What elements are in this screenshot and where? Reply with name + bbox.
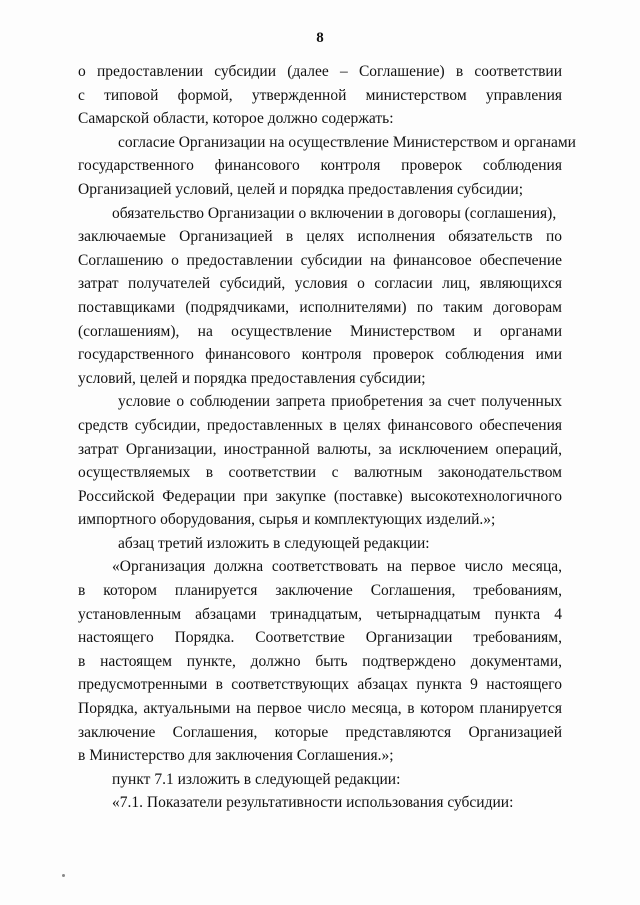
text-line: о предоставлении субсидии (далее – Соглашение) в соответствии [78, 63, 562, 80]
text-line: государственного финансового контроля проверок соблюдения [78, 157, 562, 175]
text-line: Организацией условий, целей и порядка предоставления субсидии; [78, 180, 524, 198]
text-line: «Организация должна соответствовать на первое число месяца, [112, 558, 562, 576]
text-line: абзац третий изложить в следующей редакции: [118, 534, 430, 552]
text-line: установленным абзацами тринадцатым, четырнадцатым пункта 4 [78, 605, 562, 623]
text-line: обязательство Организации о включении в договоры (соглашения), [112, 204, 557, 222]
text-line: поставщиками (подрядчиками, исполнителями) по таким договорам [78, 298, 562, 316]
text-line: заключаемые Организацией в целях исполнения обязательств по [78, 228, 562, 246]
text-line: в котором планируется заключение Соглашения, требованиям, [78, 582, 562, 600]
text-line: с типовой формой, утвержденной министерством управления [78, 86, 562, 104]
text-line: (соглашениям), на осуществление Министерством и органами [78, 322, 562, 340]
text-line: государственного финансового контроля проверок соблюдения ими [78, 346, 562, 364]
text-line: Порядка, актуальными на первое число месяца, в котором планируется [78, 700, 562, 718]
text-line: согласие Организации на осуществление Министерством и органами [118, 133, 576, 151]
text-line: заключение Соглашения, которые представляются Организацией [78, 723, 562, 741]
scan-speck [62, 874, 65, 877]
text-line: Соглашению о предоставлении субсидии на финансовое обеспечение [78, 251, 562, 269]
text-line: «7.1. Показатели результативности использования субсидии: [112, 794, 514, 812]
document-body [78, 60, 576, 815]
text-line: Самарской области, которое должно содержать: [78, 110, 394, 128]
text-line: осуществляемых в соответствии с валютным законодательством [78, 464, 562, 482]
text-line: условие о соблюдении запрета приобретения за счет полученных [118, 393, 562, 411]
text-line: настоящего Порядка. Соответствие Организации требованиям, [78, 629, 562, 647]
text-line: затрат Организации, иностранной валюты, за исключением операций, [78, 440, 562, 458]
text-line: импортного оборудования, сырья и комплектующих изделий.»; [78, 511, 496, 529]
text-line: условий, целей и порядка предоставления субсидии; [78, 369, 426, 387]
text-line: Российской Федерации при закупке (поставке) высокотехнологичного [78, 487, 562, 505]
text-line: средств субсидии, предоставленных в целях финансового обеспечения [78, 416, 562, 434]
page-number: 8 [316, 30, 324, 46]
text-line: пункт 7.1 изложить в следующей редакции: [112, 770, 401, 788]
text-line: в Министерство для заключения Соглашения.»; [78, 747, 394, 765]
text-line: предусмотренными в соответствующих абзацах пункта 9 настоящего [78, 676, 562, 694]
text-line: затрат получателей субсидий, условия о согласии лиц, являющихся [78, 275, 562, 293]
text-line: в настоящем пункте, должно быть подтверждено документами, [78, 652, 562, 670]
